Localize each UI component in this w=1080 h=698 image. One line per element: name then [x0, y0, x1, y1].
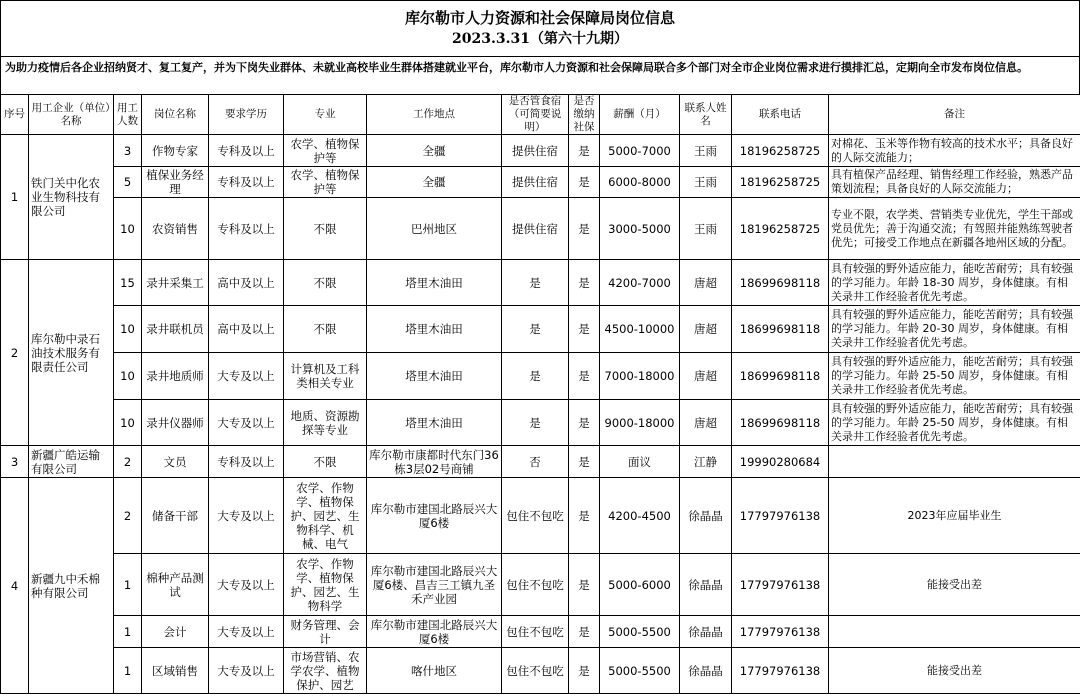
- cell-contact: 徐晶晶: [680, 648, 732, 694]
- cell-housing: 包住不包吃: [502, 554, 569, 616]
- cell-salary: 3000-5000: [600, 198, 680, 260]
- cell-salary: 5000-6000: [600, 554, 680, 616]
- table-row: [1, 446, 1080, 478]
- cell-salary: 7000-18000: [600, 353, 680, 400]
- cell-position: 储备干部: [142, 478, 209, 554]
- table-row: [1, 400, 1080, 446]
- cell-major: 农学、作物学、植物保护、园艺、生物科学、机械、电气: [284, 478, 367, 554]
- cell-education: 大专及以上: [209, 400, 284, 446]
- cell-education: 专科及以上: [209, 198, 284, 260]
- group-seq: 4: [1, 478, 29, 694]
- cell-contact: 唐超: [680, 353, 732, 400]
- cell-position: 植保业务经理: [142, 167, 209, 198]
- header-row: [1, 95, 1080, 135]
- header-education: 要求学历: [209, 95, 284, 135]
- cell-housing: 是: [502, 353, 569, 400]
- cell-contact: 王雨: [680, 167, 732, 198]
- cell-position: 区域销售: [142, 648, 209, 694]
- cell-phone: 18699698118: [732, 306, 829, 353]
- header-phone: 联系电话: [732, 95, 829, 135]
- cell-count: 10: [114, 306, 142, 353]
- table-row: [1, 616, 1080, 648]
- cell-count: 10: [114, 198, 142, 260]
- cell-position: 农资销售: [142, 198, 209, 260]
- cell-education: 大专及以上: [209, 616, 284, 648]
- cell-remark: 具有较强的野外适应能力，能吃苦耐劳；具有较强的学习能力。年龄 18-30 周岁，身体健康。有相关录井工作经验者优先考虑。: [829, 260, 1080, 306]
- cell-major: 不限: [284, 446, 367, 478]
- cell-remark: 具有植保产品经理、销售经理工作经验，熟悉产品策划流程；具备良好的人际交流能力；: [829, 167, 1080, 198]
- header-count: 用工人数: [114, 95, 142, 135]
- cell-insurance: 是: [569, 478, 600, 554]
- header-major: 专业: [284, 95, 367, 135]
- table-row: [1, 554, 1080, 616]
- cell-position: 文员: [142, 446, 209, 478]
- cell-location: 塔里木油田: [367, 260, 502, 306]
- cell-education: 专科及以上: [209, 167, 284, 198]
- cell-housing: 是: [502, 306, 569, 353]
- cell-salary: 9000-18000: [600, 400, 680, 446]
- cell-contact: 王雨: [680, 135, 732, 167]
- cell-major: 计算机及工科类相关专业: [284, 353, 367, 400]
- cell-major: 地质、资源勘探等专业: [284, 400, 367, 446]
- cell-remark: 对棉花、玉米等作物有较高的技术水平；具备良好的人际交流能力；: [829, 135, 1080, 167]
- cell-salary: 4500-10000: [600, 306, 680, 353]
- table-row: [1, 306, 1080, 353]
- cell-count: 1: [114, 616, 142, 648]
- header-remark: 备注: [829, 95, 1080, 135]
- cell-salary: 5000-7000: [600, 135, 680, 167]
- cell-contact: 唐超: [680, 400, 732, 446]
- header-contact: 联系人姓名: [680, 95, 732, 135]
- table-row: [1, 198, 1080, 260]
- cell-position: 录井地质师: [142, 353, 209, 400]
- table-row: [1, 353, 1080, 400]
- cell-housing: 包住不包吃: [502, 478, 569, 554]
- cell-housing: 提供住宿: [502, 135, 569, 167]
- cell-contact: 唐超: [680, 306, 732, 353]
- cell-phone: 17797976138: [732, 616, 829, 648]
- cell-insurance: 是: [569, 167, 600, 198]
- cell-insurance: 是: [569, 616, 600, 648]
- cell-position: 录井联机员: [142, 306, 209, 353]
- cell-remark: [829, 616, 1080, 648]
- cell-location: 库尔勒市康都时代东门36栋3层02号商铺: [367, 446, 502, 478]
- header-housing: 是否管食宿（可简要说明）: [502, 95, 569, 135]
- cell-count: 1: [114, 554, 142, 616]
- cell-insurance: 是: [569, 400, 600, 446]
- cell-contact: 江静: [680, 446, 732, 478]
- cell-salary: 6000-8000: [600, 167, 680, 198]
- cell-housing: 是: [502, 400, 569, 446]
- cell-phone: 19990280684: [732, 446, 829, 478]
- cell-position: 棉种产品测试: [142, 554, 209, 616]
- cell-phone: 17797976138: [732, 478, 829, 554]
- cell-location: 喀什地区: [367, 648, 502, 694]
- cell-count: 10: [114, 353, 142, 400]
- cell-salary: 5000-5500: [600, 616, 680, 648]
- cell-phone: 18196258725: [732, 135, 829, 167]
- page-title: 库尔勒市人力资源和社会保障局岗位信息: [404, 9, 675, 27]
- cell-major: 不限: [284, 260, 367, 306]
- header-seq: 序号: [1, 95, 29, 135]
- cell-phone: 18699698118: [732, 400, 829, 446]
- cell-housing: 提供住宿: [502, 167, 569, 198]
- cell-contact: 王雨: [680, 198, 732, 260]
- cell-housing: 是: [502, 260, 569, 306]
- cell-major: 市场营销、农学农学、植物保护、园艺: [284, 648, 367, 694]
- cell-location: 塔里木油田: [367, 353, 502, 400]
- table-row: [1, 167, 1080, 198]
- cell-contact: 唐超: [680, 260, 732, 306]
- cell-insurance: 是: [569, 648, 600, 694]
- cell-count: 15: [114, 260, 142, 306]
- cell-housing: 包住不包吃: [502, 648, 569, 694]
- cell-remark: 专业不限，农学类、营销类专业优先，学生干部或党员优先；善于沟通交流；有驾照并能熟练驾驶者优先；可接受工作地点在新疆各地州区域的分配。: [829, 198, 1080, 260]
- cell-major: 不限: [284, 306, 367, 353]
- cell-salary: 5000-5500: [600, 648, 680, 694]
- cell-major: 农学、植物保护等: [284, 135, 367, 167]
- cell-major: 不限: [284, 198, 367, 260]
- cell-position: 录井采集工: [142, 260, 209, 306]
- group-seq: 2: [1, 260, 29, 446]
- cell-count: 5: [114, 167, 142, 198]
- cell-insurance: 是: [569, 198, 600, 260]
- cell-education: 大专及以上: [209, 648, 284, 694]
- intro-paragraph: 为助力疫情后各企业招纳贤才、复工复产，并为下岗失业群体、未就业高校毕业生群体搭建就业平台，库尔勒市人力资源和社会保障局联合多个部门对全市企业岗位需求进行摸排汇总，定期向全市发布岗位信息。: [0, 56, 1080, 94]
- cell-location: 库尔勒市建国北路辰兴大厦6楼: [367, 478, 502, 554]
- cell-housing: 包住不包吃: [502, 616, 569, 648]
- cell-count: 2: [114, 446, 142, 478]
- cell-location: 全疆: [367, 167, 502, 198]
- header-salary: 薪酬（月）: [600, 95, 680, 135]
- cell-position: 作物专家: [142, 135, 209, 167]
- cell-contact: 徐晶晶: [680, 478, 732, 554]
- cell-position: 会计: [142, 616, 209, 648]
- cell-salary: 4200-7000: [600, 260, 680, 306]
- header-company: 用工企业（单位）名称: [29, 95, 114, 135]
- cell-insurance: 是: [569, 306, 600, 353]
- company-name: 库尔勒中录石油技术服务有限责任公司: [29, 260, 114, 446]
- header-position: 岗位名称: [142, 95, 209, 135]
- cell-phone: 17797976138: [732, 554, 829, 616]
- cell-remark: [829, 446, 1080, 478]
- cell-salary: 4200-4500: [600, 478, 680, 554]
- header-location: 工作地点: [367, 95, 502, 135]
- cell-count: 10: [114, 400, 142, 446]
- cell-location: 全疆: [367, 135, 502, 167]
- title-block: [0, 0, 1080, 56]
- cell-contact: 徐晶晶: [680, 616, 732, 648]
- table-row: [1, 260, 1080, 306]
- cell-major: 农学、植物保护等: [284, 167, 367, 198]
- cell-remark: 能接受出差: [829, 554, 1080, 616]
- page-subtitle: 2023.3.31（第六十九期）: [452, 31, 628, 47]
- cell-education: 高中及以上: [209, 306, 284, 353]
- cell-insurance: 是: [569, 554, 600, 616]
- cell-count: 1: [114, 648, 142, 694]
- cell-education: 大专及以上: [209, 478, 284, 554]
- company-name: 新疆广皓运输有限公司: [29, 446, 114, 478]
- cell-phone: 18196258725: [732, 167, 829, 198]
- cell-remark: 能接受出差: [829, 648, 1080, 694]
- group-seq: 1: [1, 135, 29, 260]
- cell-phone: 18699698118: [732, 353, 829, 400]
- company-name: 新疆九中禾棉种有限公司: [29, 478, 114, 694]
- cell-education: 高中及以上: [209, 260, 284, 306]
- cell-count: 3: [114, 135, 142, 167]
- cell-major: 财务管理、会计: [284, 616, 367, 648]
- cell-education: 专科及以上: [209, 135, 284, 167]
- cell-remark: 具有较强的野外适应能力，能吃苦耐劳；具有较强的学习能力。年龄 25-50 周岁，身体健康。有相关录井工作经验者优先考虑。: [829, 353, 1080, 400]
- job-table: [0, 94, 1080, 694]
- cell-housing: 否: [502, 446, 569, 478]
- cell-housing: 提供住宿: [502, 198, 569, 260]
- cell-insurance: 是: [569, 446, 600, 478]
- cell-location: 库尔勒市建国北路辰兴大厦6楼: [367, 616, 502, 648]
- cell-phone: 18196258725: [732, 198, 829, 260]
- cell-contact: 徐晶晶: [680, 554, 732, 616]
- cell-education: 专科及以上: [209, 446, 284, 478]
- cell-salary: 面议: [600, 446, 680, 478]
- cell-remark: 2023年应届毕业生: [829, 478, 1080, 554]
- cell-insurance: 是: [569, 353, 600, 400]
- cell-major: 农学、作物学、植物保护、园艺、生物科学: [284, 554, 367, 616]
- cell-remark: 具有较强的野外适应能力，能吃苦耐劳；具有较强的学习能力。年龄 20-30 周岁，身体健康。有相关录井工作经验者优先考虑。: [829, 306, 1080, 353]
- cell-location: 塔里木油田: [367, 400, 502, 446]
- cell-phone: 17797976138: [732, 648, 829, 694]
- table-row: [1, 478, 1080, 554]
- cell-education: 大专及以上: [209, 554, 284, 616]
- cell-position: 录井仪器师: [142, 400, 209, 446]
- cell-insurance: 是: [569, 260, 600, 306]
- cell-location: 巴州地区: [367, 198, 502, 260]
- cell-phone: 18699698118: [732, 260, 829, 306]
- cell-count: 2: [114, 478, 142, 554]
- cell-education: 大专及以上: [209, 353, 284, 400]
- cell-remark: 具有较强的野外适应能力，能吃苦耐劳；具有较强的学习能力。年龄 25-50 周岁，身体健康。有相关录井工作经验者优先考虑。: [829, 400, 1080, 446]
- header-insurance: 是否缴纳社保: [569, 95, 600, 135]
- cell-location: 塔里木油田: [367, 306, 502, 353]
- group-seq: 3: [1, 446, 29, 478]
- cell-location: 库尔勒市建国北路辰兴大厦6楼、昌吉三工镇九圣禾产业园: [367, 554, 502, 616]
- cell-insurance: 是: [569, 135, 600, 167]
- company-name: 铁门关中化农业生物科技有限公司: [29, 135, 114, 260]
- table-row: [1, 135, 1080, 167]
- table-row: [1, 648, 1080, 694]
